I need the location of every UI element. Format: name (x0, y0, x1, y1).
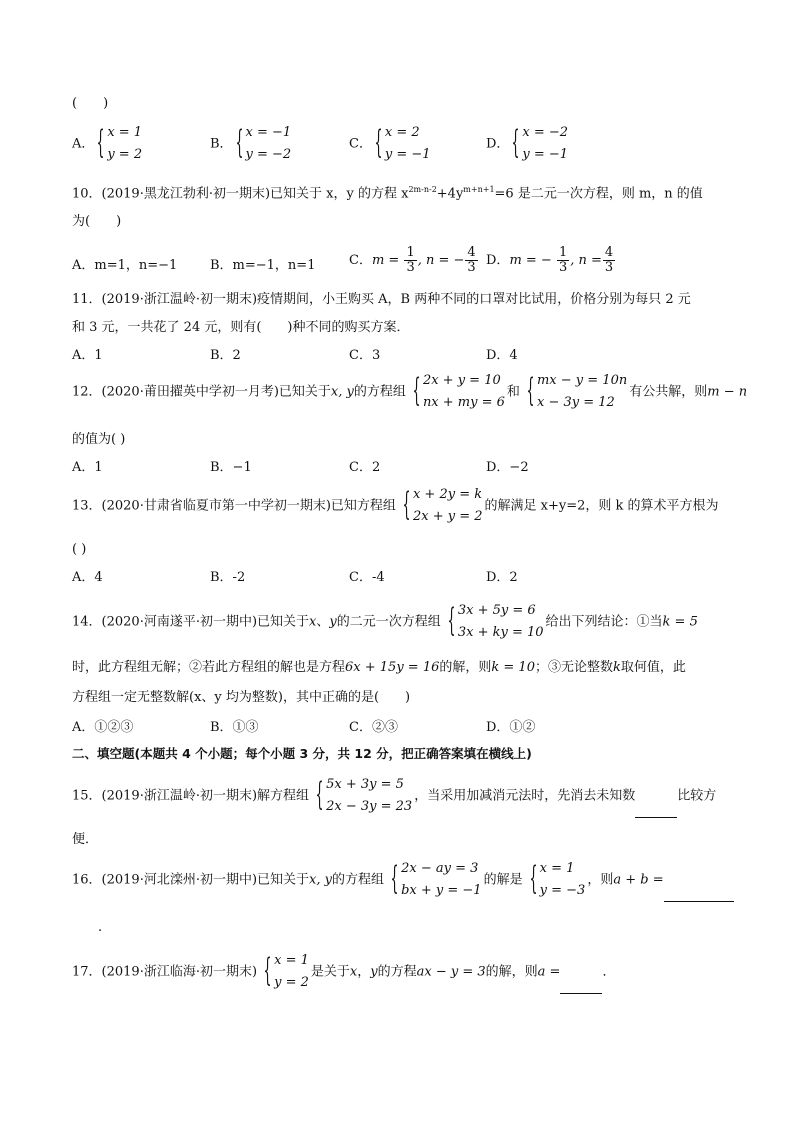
q16-dot: . (98, 920, 103, 935)
q15-line2: 便． (72, 832, 99, 847)
q10-line1: 10．(2019·黑龙江勃利·初一期末)已知关于 x，y 的方程 $x^{2m-n-2}+4y^{m+n+1}=6$ 是二元一次方程，则 m，n 的值 (72, 185, 703, 202)
q9-option-b: B． { x = −1 y = −2 (210, 125, 292, 163)
q13-option-d: D．2 (486, 570, 518, 585)
q11-options (72, 344, 722, 364)
q16-answer-blank[interactable] (664, 901, 734, 902)
q17-answer-blank[interactable] (560, 993, 602, 994)
q14-options (72, 716, 722, 736)
q10-line2: 为( ) (72, 214, 122, 229)
q12-line2: 的值为( ) (72, 432, 126, 447)
q14-line2: 时，此方程组无解；②若此方程组的解也是方程6x + 15y = 16的解，则k = 10；③无论整数k取何值，此 (72, 660, 686, 675)
q11-option-b: B．2 (210, 348, 241, 363)
q10-option-a: A．m=1，n=−1 (72, 258, 178, 273)
q14-option-a: A．①②③ (72, 720, 134, 735)
q9-option-a: A． { x = 1 y = 2 (72, 125, 143, 163)
q13-options (72, 566, 722, 586)
q11-option-d: D．4 (486, 348, 518, 363)
q11-option-a: A．1 (72, 348, 103, 363)
q14-option-d: D．①② (486, 720, 536, 735)
q10-options (72, 246, 722, 282)
q9-paren: ( ) (72, 96, 109, 111)
q13-line2: ( ) (72, 542, 87, 557)
q9-option-c: C． { x = 2 y = −1 (349, 125, 431, 163)
q10-option-c: C．m = $\frac{1}{3}$ , n = − $\frac{4}{3}$ (349, 245, 476, 275)
q15-line1: 15．(2019·浙江温岭·初一期末)解方程组 { 5x + 3y = 5 2x − 3y = 23 ，当采用加减消元法时，先消去未知数 比较方 (72, 774, 722, 818)
q10-option-d: D．m = − $\frac{1}{3}$ , n = $\frac{4}{3}$ (486, 245, 614, 275)
q14-option-c: C．②③ (349, 720, 398, 735)
q13-option-a: A．4 (72, 570, 103, 585)
q9-options (72, 122, 722, 166)
q11-line1: 11．(2019·浙江温岭·初一期末)疫情期间，小王购买 A，B 两种不同的口罩对比试用，价格分别为每只 2 元 (72, 292, 691, 307)
q12-option-a: A．1 (72, 460, 103, 475)
q12-options (72, 456, 722, 476)
q12-option-d: D．−2 (486, 460, 529, 475)
q15-answer-blank[interactable] (635, 817, 677, 818)
q9-option-d: D． { x = −2 y = −1 (486, 125, 569, 163)
q14-line1: 14．(2020·河南遂平·初一期中)已知关于x、y的二元一次方程组 { 3x + 5y = 6 3x + ky = 10 给出下列结论：①当k = 5 (72, 603, 698, 641)
q13-option-b: B．-2 (210, 570, 246, 585)
q12-option-b: B．−1 (210, 460, 252, 475)
q13-option-c: C．-4 (349, 570, 385, 585)
q14-line3: 方程组一定无整数解(x、y 均为整数)，其中正确的是( ) (72, 690, 411, 705)
q17-line1: 17．(2019·浙江临海·初一期末) { x = 1 y = 2 是关于x，y的方程ax − y = 3的解，则a = ． (72, 950, 722, 994)
q14-option-b: B．①③ (210, 720, 259, 735)
q11-line2: 和 3 元，一共花了 24 元，则有( )种不同的购买方案． (72, 320, 410, 335)
q11-option-c: C．3 (349, 348, 381, 363)
q10-option-b: B．m=−1，n=1 (210, 258, 316, 273)
q12-line1: 12．(2020·莆田擢英中学初一月考)已知关于x, y的方程组 { 2x + y = 10 nx + my = 6 和 { mx − y = 10n x − 3y = 12 有公共解，则m − n (72, 373, 748, 411)
q13-line1: 13．(2020·甘肃省临夏市第一中学初一期末)已知方程组 { x + 2y = k 2x + y = 2 的解满足 x+y=2，则 k 的算术平方根为 (72, 487, 719, 525)
q12-option-c: C．2 (349, 460, 381, 475)
q16-line1: 16．(2019·河北滦州·初一期中)已知关于x, y的方程组 { 2x − ay = 3 bx + y = −1 的解是 { x = 1 y = −3 ，则a + b = (72, 858, 722, 902)
section-heading: 二、填空题(本题共 4 个小题；每个小题 3 分，共 12 分，把正确答案填在横线上) (72, 746, 532, 761)
